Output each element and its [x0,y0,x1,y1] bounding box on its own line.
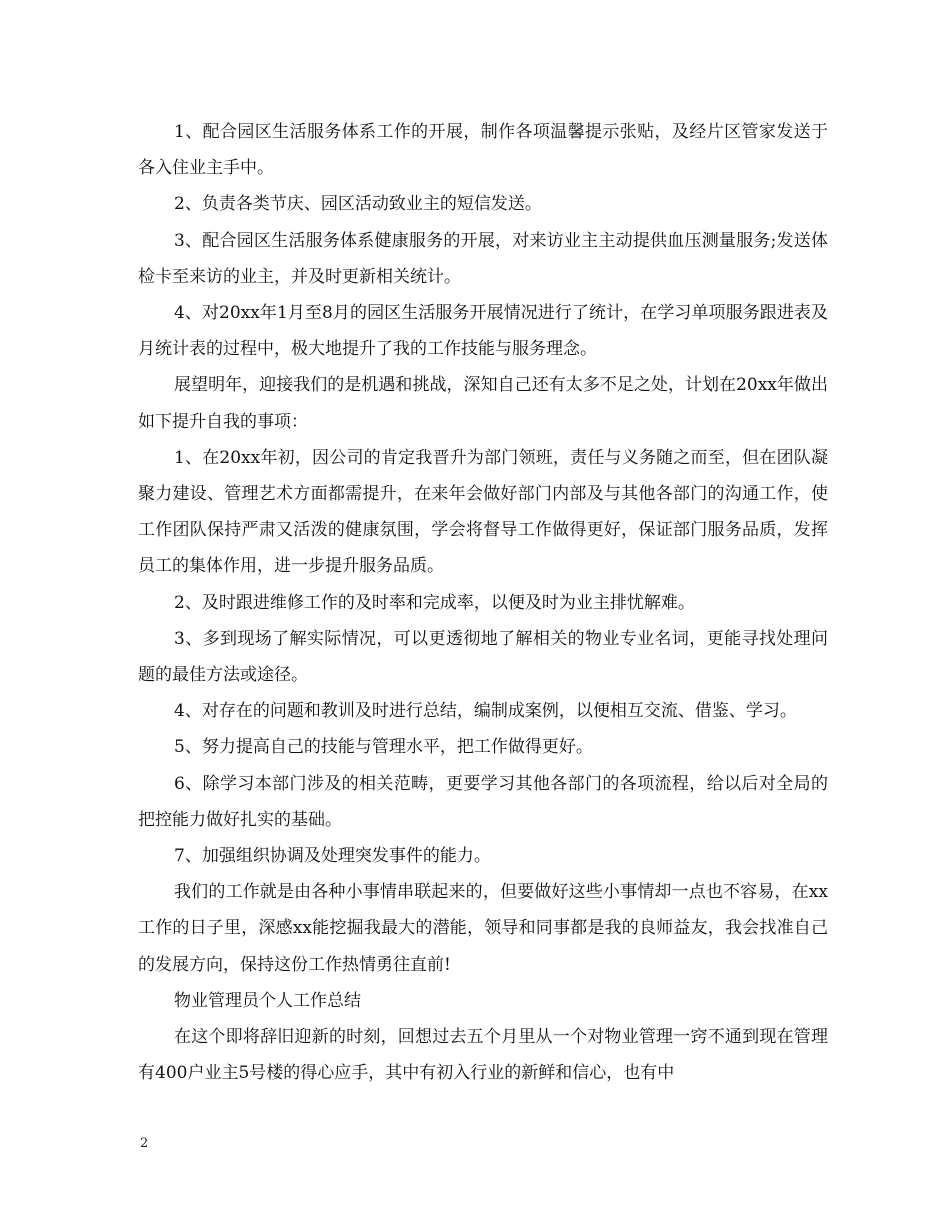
paragraph-11: 6、除学习本部门涉及的相关范畴，更要学习其他各部门的各项流程，给以后对全局的把控能力做好扎实的基础。 [138,773,828,830]
paragraph-4: 4、对20xx年1月至8月的园区生活服务开展情况进行了统计，在学习单项服务跟进表及月统计表的过程中，极大地提升了我的工作技能与服务理念。 [138,303,828,360]
paragraph-2: 2、负责各类节庆、园区活动致业主的短信发送。 [174,194,542,215]
section-heading: 物业管理员个人工作总结 [174,990,361,1011]
paragraph-12: 7、加强组织协调及处理突发事件的能力。 [174,846,491,867]
paragraph-5: 展望明年，迎接我们的是机遇和挑战，深知自己还有太多不足之处，计划在20xx年做出如下提升自我的事项： [138,375,828,432]
page-number: 2 [140,1136,149,1151]
paragraph-9: 4、对存在的问题和教训及时进行总结，编制成案例，以便相互交流、借鉴、学习。 [174,701,797,722]
paragraph-1: 1、配合园区生活服务体系工作的开展，制作各项温馨提示张贴，及经片区管家发送于各入住业主手中。 [138,122,828,179]
paragraph-10: 5、努力提高自己的技能与管理水平，把工作做得更好。 [174,737,593,758]
paragraph-3: 3、配合园区生活服务体系健康服务的开展，对来访业主主动提供血压测量服务;发送体检卡至来访的业主，并及时更新相关统计。 [138,230,828,287]
paragraph-15: 在这个即将辞旧迎新的时刻，回想过去五个月里从一个对物业管理一窍不通到现在管理有400户业主5号楼的得心应手，其中有初入行业的新鲜和信心，也有中 [138,1027,828,1084]
paragraph-13: 我们的工作就是由各种小事情串联起来的，但要做好这些小事情却一点也不容易，在xx工作的日子里，深感xx能挖掘我最大的潜能，领导和同事都是我的良师益友，我会找准自己的发展方向，保持这份工作热情勇往直前! [138,882,828,975]
paragraph-7: 2、及时跟进维修工作的及时率和完成率，以便及时为业主排忧解难。 [174,592,695,613]
document-body [138,114,828,1091]
paragraph-6: 1、在20xx年初，因公司的肯定我晋升为部门领班，责任与义务随之而至，但在团队凝聚力建设、管理艺术方面都需提升，在来年会做好部门内部及与其他各部门的沟通工作，使工作团队保持严肃又活泼的健康氛围，学会将督导工作做得更好，保证部门服务品质，发挥员工的集体作用，进一步提升服务品质。 [138,447,828,577]
paragraph-8: 3、多到现场了解实际情况，可以更透彻地了解相关的物业专业名词，更能寻找处理问题的最佳方法或途径。 [138,628,828,686]
